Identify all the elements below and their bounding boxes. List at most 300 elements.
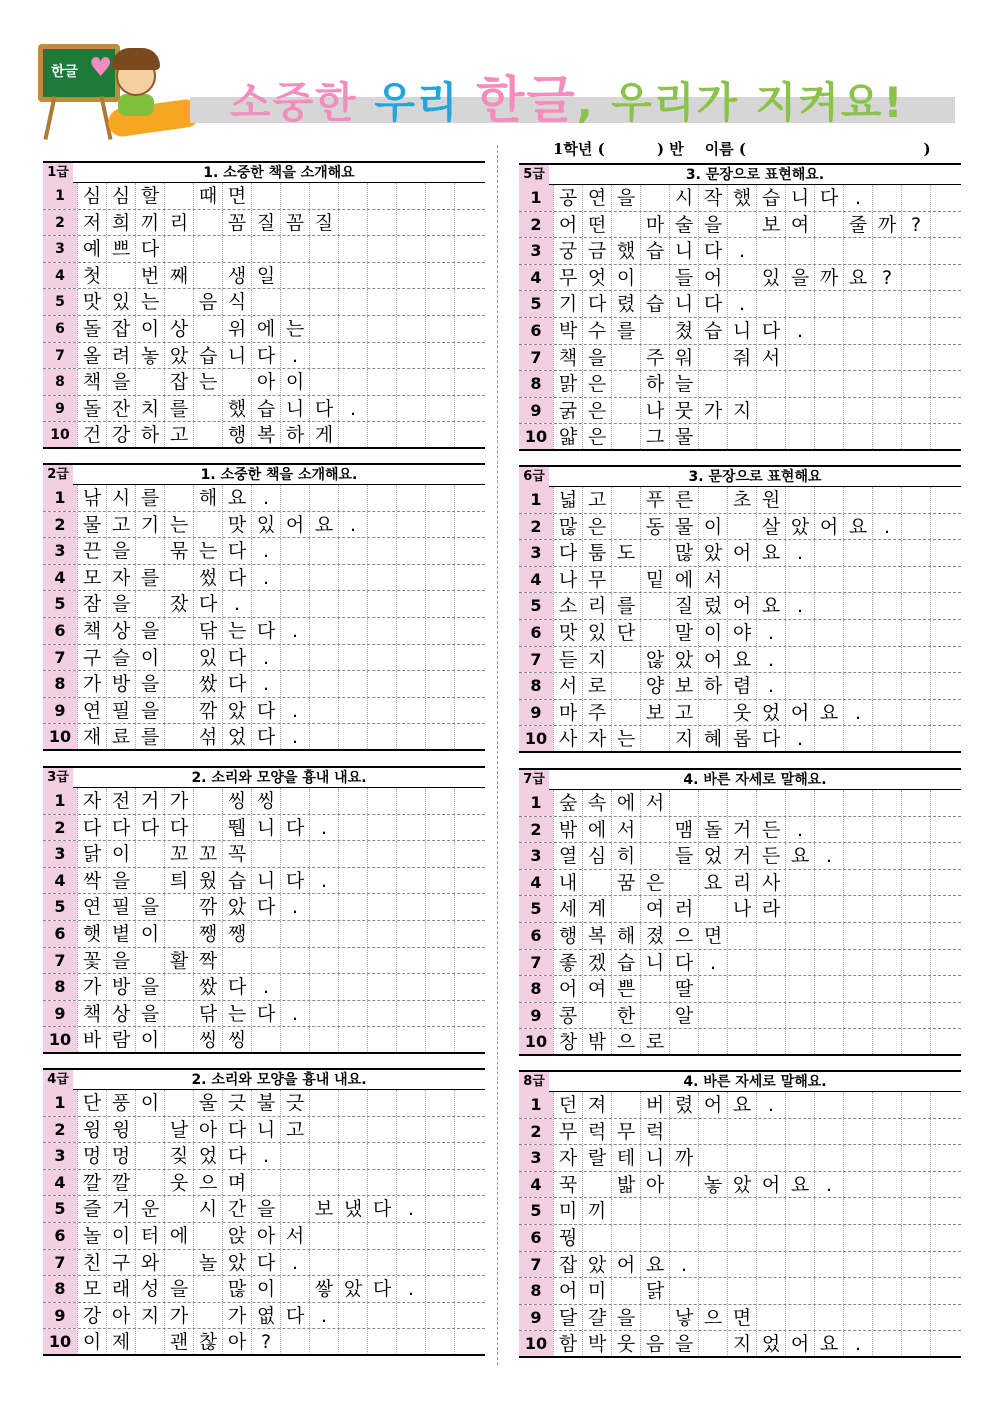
character-cell: 방 <box>106 974 135 1000</box>
character-cell <box>843 870 872 896</box>
character-cell <box>872 673 901 699</box>
character-cell: 을 <box>164 1276 193 1302</box>
character-cell <box>814 487 843 513</box>
character-cell <box>164 485 193 511</box>
character-cell: 많 <box>553 514 582 540</box>
character-cell <box>164 1027 193 1052</box>
character-cell <box>843 817 872 843</box>
character-cell <box>640 817 669 843</box>
character-cell <box>425 236 454 262</box>
character-cell <box>872 1305 901 1331</box>
character-cell: 주 <box>640 345 669 371</box>
character-cell: 요 <box>785 843 814 869</box>
row-number: 10 <box>43 1329 77 1354</box>
character-cell <box>338 289 367 315</box>
character-cell <box>396 1117 425 1143</box>
character-cell <box>193 236 222 262</box>
heart-icon: ♥ <box>89 53 113 83</box>
character-cell <box>756 1145 785 1171</box>
character-cell <box>454 1090 483 1116</box>
character-cell <box>611 1198 640 1224</box>
character-cell: 함 <box>553 1331 582 1356</box>
writing-cells <box>77 565 485 591</box>
character-cell <box>396 591 425 617</box>
character-cell: 웃 <box>164 1170 193 1196</box>
character-cell: 았 <box>338 1276 367 1302</box>
character-cell <box>843 1119 872 1145</box>
character-cell <box>785 291 814 317</box>
character-cell <box>640 265 669 291</box>
character-cell: 니 <box>640 1145 669 1171</box>
writing-cells <box>77 538 485 564</box>
character-cell: 다 <box>367 1196 396 1222</box>
character-cell <box>309 485 338 511</box>
character-cell <box>872 950 901 976</box>
character-cell: . <box>280 1001 309 1027</box>
character-cell <box>901 1172 930 1198</box>
character-cell: 니 <box>251 815 280 841</box>
character-cell: 보 <box>756 212 785 238</box>
character-cell <box>814 620 843 646</box>
character-cell <box>280 538 309 564</box>
row-number: 2 <box>43 210 77 236</box>
character-cell <box>872 291 901 317</box>
character-cell: 면 <box>727 1305 756 1331</box>
character-cell: 자 <box>77 788 106 814</box>
character-cell: 보 <box>669 673 698 699</box>
row-number: 4 <box>43 565 77 591</box>
character-cell: 숲 <box>553 790 582 816</box>
character-cell: 요 <box>222 485 251 511</box>
character-cell: 가 <box>698 398 727 424</box>
row-number: 10 <box>43 1027 77 1052</box>
character-cell <box>425 894 454 920</box>
character-cell <box>338 868 367 894</box>
character-cell <box>425 815 454 841</box>
character-cell <box>396 316 425 342</box>
character-cell <box>930 1225 959 1251</box>
character-cell: 이 <box>106 841 135 867</box>
character-cell <box>814 1119 843 1145</box>
character-cell <box>727 950 756 976</box>
character-cell <box>309 948 338 974</box>
character-cell <box>785 424 814 449</box>
character-cell <box>367 236 396 262</box>
row-number: 6 <box>43 618 77 644</box>
character-cell: 서 <box>611 817 640 843</box>
character-cell <box>930 567 959 593</box>
character-cell <box>367 1117 396 1143</box>
character-cell <box>338 210 367 236</box>
character-cell <box>872 1029 901 1054</box>
character-cell <box>901 1145 930 1171</box>
character-cell: 마 <box>553 700 582 726</box>
character-cell: 깔 <box>77 1170 106 1196</box>
character-cell <box>785 1029 814 1054</box>
character-cell <box>930 318 959 344</box>
character-cell <box>814 1198 843 1224</box>
character-cell: . <box>280 343 309 369</box>
character-cell <box>872 1252 901 1278</box>
character-cell <box>872 817 901 843</box>
character-cell: 았 <box>698 540 727 566</box>
grade-block <box>43 161 485 449</box>
character-cell: 에 <box>251 316 280 342</box>
character-cell <box>698 371 727 397</box>
character-cell <box>785 371 814 397</box>
character-cell <box>785 673 814 699</box>
character-cell <box>193 396 222 422</box>
character-cell: . <box>309 815 338 841</box>
grade-badge: 6급 <box>519 467 549 487</box>
character-cell: 람 <box>106 1027 135 1052</box>
character-cell: 듣 <box>553 647 582 673</box>
character-cell: 즐 <box>77 1196 106 1222</box>
character-cell: 랄 <box>582 1145 611 1171</box>
character-cell <box>396 1090 425 1116</box>
character-cell <box>843 291 872 317</box>
character-cell <box>367 1090 396 1116</box>
character-cell: 가 <box>77 671 106 697</box>
character-cell <box>843 647 872 673</box>
character-cell: 다 <box>222 671 251 697</box>
character-cell <box>396 1329 425 1354</box>
character-cell: 어 <box>280 512 309 538</box>
character-cell: 여 <box>640 896 669 922</box>
character-cell <box>698 487 727 513</box>
character-cell: 는 <box>135 289 164 315</box>
character-cell <box>930 923 959 949</box>
character-cell <box>872 1145 901 1171</box>
character-cell <box>338 1027 367 1052</box>
character-cell: 테 <box>611 1145 640 1171</box>
character-cell <box>901 870 930 896</box>
character-cell: 어 <box>553 976 582 1002</box>
character-cell <box>425 1223 454 1249</box>
character-cell: . <box>338 396 367 422</box>
character-cell: 러 <box>669 896 698 922</box>
character-cell: 는 <box>611 726 640 751</box>
character-cell <box>756 1003 785 1029</box>
character-cell <box>872 790 901 816</box>
character-cell <box>454 815 483 841</box>
title-part-4: , 우리가 지켜요! <box>576 78 905 127</box>
character-cell <box>901 318 930 344</box>
character-cell <box>727 976 756 1002</box>
character-cell <box>901 567 930 593</box>
row-number: 3 <box>43 236 77 262</box>
character-cell: 에 <box>669 567 698 593</box>
character-cell: 운 <box>135 1196 164 1222</box>
character-cell: 아 <box>193 1117 222 1143</box>
character-cell <box>425 921 454 947</box>
character-cell: 놓 <box>698 1172 727 1198</box>
grade-title: 3. 문장으로 표현해요. <box>685 167 825 183</box>
character-cell: 낳 <box>669 1305 698 1331</box>
character-cell: 내 <box>553 870 582 896</box>
character-cell <box>843 620 872 646</box>
character-cell <box>785 1225 814 1251</box>
character-cell: 좋 <box>553 950 582 976</box>
character-cell: 다 <box>77 815 106 841</box>
grade-title: 4. 바른 자세로 말해요. <box>683 772 827 788</box>
character-cell: 을 <box>785 265 814 291</box>
character-cell: 을 <box>611 185 640 211</box>
character-cell: 어 <box>785 700 814 726</box>
character-cell <box>338 671 367 697</box>
grade-header <box>519 163 961 185</box>
row-number: 6 <box>519 923 553 949</box>
character-cell: 윙 <box>77 1117 106 1143</box>
character-cell: 툼 <box>582 540 611 566</box>
character-cell: 씽 <box>193 1027 222 1052</box>
character-cell: 이 <box>698 514 727 540</box>
character-cell <box>309 1117 338 1143</box>
character-cell: 을 <box>698 212 727 238</box>
character-cell: 질 <box>669 593 698 619</box>
character-cell: . <box>785 817 814 843</box>
character-cell <box>611 212 640 238</box>
character-cell <box>454 868 483 894</box>
character-cell: 깎 <box>193 894 222 920</box>
character-cell: 습 <box>193 343 222 369</box>
character-cell: 친 <box>77 1250 106 1276</box>
character-cell <box>454 1196 483 1222</box>
character-cell: 자 <box>553 1145 582 1171</box>
character-cell <box>309 263 338 289</box>
character-cell <box>280 1143 309 1169</box>
writing-cells <box>553 424 961 449</box>
character-cell: 까 <box>669 1145 698 1171</box>
character-cell <box>367 396 396 422</box>
practice-row <box>43 210 485 237</box>
character-cell <box>396 948 425 974</box>
character-cell: 니 <box>727 318 756 344</box>
grade-header <box>519 768 961 790</box>
character-cell <box>930 790 959 816</box>
character-cell <box>872 1198 901 1224</box>
character-cell: 걀 <box>582 1305 611 1331</box>
character-cell: 요 <box>756 540 785 566</box>
character-cell: 꾹 <box>553 1172 582 1198</box>
character-cell <box>425 1027 454 1052</box>
row-number: 1 <box>43 788 77 814</box>
column-divider <box>497 145 498 1365</box>
row-number: 4 <box>519 870 553 896</box>
character-cell <box>309 1027 338 1052</box>
character-cell <box>669 1278 698 1304</box>
writing-cells <box>77 1143 485 1169</box>
character-cell: 니 <box>280 396 309 422</box>
character-cell <box>280 921 309 947</box>
row-number: 10 <box>519 424 553 449</box>
character-cell <box>901 540 930 566</box>
writing-cells <box>77 1196 485 1222</box>
character-cell <box>425 316 454 342</box>
character-cell <box>135 538 164 564</box>
character-cell <box>843 843 872 869</box>
character-cell <box>785 870 814 896</box>
grade-block <box>43 463 485 751</box>
character-cell <box>814 567 843 593</box>
character-cell: 맴 <box>669 817 698 843</box>
character-cell: . <box>222 591 251 617</box>
character-cell: . <box>756 673 785 699</box>
character-cell <box>338 263 367 289</box>
character-cell <box>901 1119 930 1145</box>
practice-row <box>43 868 485 895</box>
character-cell <box>930 265 959 291</box>
character-cell: 단 <box>611 620 640 646</box>
practice-row <box>43 1001 485 1028</box>
row-number: 4 <box>519 567 553 593</box>
character-cell <box>814 540 843 566</box>
character-cell: 딸 <box>669 976 698 1002</box>
character-cell <box>611 514 640 540</box>
practice-row <box>43 236 485 263</box>
row-number: 6 <box>519 318 553 344</box>
character-cell <box>454 422 483 447</box>
character-cell: 깎 <box>193 698 222 724</box>
character-cell: 일 <box>251 263 280 289</box>
character-cell: 았 <box>785 514 814 540</box>
character-cell: . <box>872 514 901 540</box>
character-cell: 요 <box>640 1252 669 1278</box>
character-cell <box>309 841 338 867</box>
character-cell <box>901 950 930 976</box>
character-cell: 했 <box>727 185 756 211</box>
practice-row <box>519 567 961 594</box>
character-cell <box>193 815 222 841</box>
character-cell: 다 <box>135 815 164 841</box>
character-cell <box>396 1303 425 1329</box>
character-cell: 닦 <box>193 1001 222 1027</box>
character-cell <box>396 210 425 236</box>
character-cell <box>251 289 280 315</box>
writing-cells <box>553 593 961 619</box>
character-cell: 다 <box>222 565 251 591</box>
character-cell: 물 <box>669 424 698 449</box>
character-cell <box>698 790 727 816</box>
character-cell: 쳤 <box>669 318 698 344</box>
character-cell: 했 <box>611 238 640 264</box>
character-cell: 돌 <box>77 316 106 342</box>
character-cell: 요 <box>814 1331 843 1356</box>
character-cell <box>280 841 309 867</box>
character-cell: . <box>309 868 338 894</box>
character-cell: 깔 <box>106 1170 135 1196</box>
practice-row <box>519 593 961 620</box>
character-cell <box>454 512 483 538</box>
row-number: 3 <box>43 841 77 867</box>
character-cell: 었 <box>756 1331 785 1356</box>
character-cell <box>396 921 425 947</box>
row-number: 6 <box>43 316 77 342</box>
character-cell <box>164 724 193 749</box>
character-cell: 나 <box>553 567 582 593</box>
character-cell <box>164 645 193 671</box>
character-cell: 잔 <box>106 396 135 422</box>
character-cell <box>785 1145 814 1171</box>
character-cell: 서 <box>756 345 785 371</box>
character-cell: 겠 <box>582 950 611 976</box>
character-cell <box>930 398 959 424</box>
character-cell <box>930 1145 959 1171</box>
character-cell <box>814 371 843 397</box>
grade-badge: 7급 <box>519 770 549 790</box>
character-cell <box>814 647 843 673</box>
practice-row <box>43 1170 485 1197</box>
character-cell: 다 <box>222 538 251 564</box>
character-cell <box>640 976 669 1002</box>
writing-cells <box>553 265 961 291</box>
writing-cells <box>553 1305 961 1331</box>
character-cell <box>872 371 901 397</box>
character-cell <box>454 724 483 749</box>
character-cell: 을 <box>135 1001 164 1027</box>
character-cell <box>367 645 396 671</box>
character-cell <box>280 289 309 315</box>
character-cell <box>843 345 872 371</box>
character-cell <box>425 369 454 395</box>
character-cell: 습 <box>251 396 280 422</box>
character-cell: 있 <box>251 512 280 538</box>
character-cell: 을 <box>135 671 164 697</box>
row-number: 5 <box>43 289 77 315</box>
character-cell <box>698 1003 727 1029</box>
character-cell: 끈 <box>77 538 106 564</box>
character-cell: 닦 <box>193 618 222 644</box>
character-cell: 늘 <box>669 371 698 397</box>
character-cell <box>785 398 814 424</box>
character-cell: 그 <box>640 424 669 449</box>
row-number: 1 <box>519 185 553 211</box>
character-cell <box>454 289 483 315</box>
character-cell: 햇 <box>77 921 106 947</box>
row-number: 7 <box>43 645 77 671</box>
character-cell <box>454 591 483 617</box>
row-number: 2 <box>519 1119 553 1145</box>
character-cell: 단 <box>77 1090 106 1116</box>
character-cell: 요 <box>727 647 756 673</box>
character-cell <box>367 210 396 236</box>
practice-row <box>43 894 485 921</box>
character-cell: 이 <box>135 645 164 671</box>
character-cell <box>785 923 814 949</box>
character-cell: 은 <box>582 424 611 449</box>
character-cell: 연 <box>77 698 106 724</box>
row-number: 3 <box>43 538 77 564</box>
character-cell: 창 <box>553 1029 582 1054</box>
character-cell: 성 <box>135 1276 164 1302</box>
character-cell <box>727 1252 756 1278</box>
practice-row <box>519 817 961 844</box>
character-cell <box>367 868 396 894</box>
character-cell <box>930 1172 959 1198</box>
character-cell <box>872 647 901 673</box>
character-cell: 을 <box>582 345 611 371</box>
character-cell <box>785 1119 814 1145</box>
character-cell <box>338 921 367 947</box>
character-cell <box>611 487 640 513</box>
character-cell: 로 <box>640 1029 669 1054</box>
character-cell <box>251 948 280 974</box>
character-cell <box>785 620 814 646</box>
character-cell <box>454 396 483 422</box>
character-cell: 니 <box>785 185 814 211</box>
character-cell <box>814 1278 843 1304</box>
character-cell: 놀 <box>193 1250 222 1276</box>
